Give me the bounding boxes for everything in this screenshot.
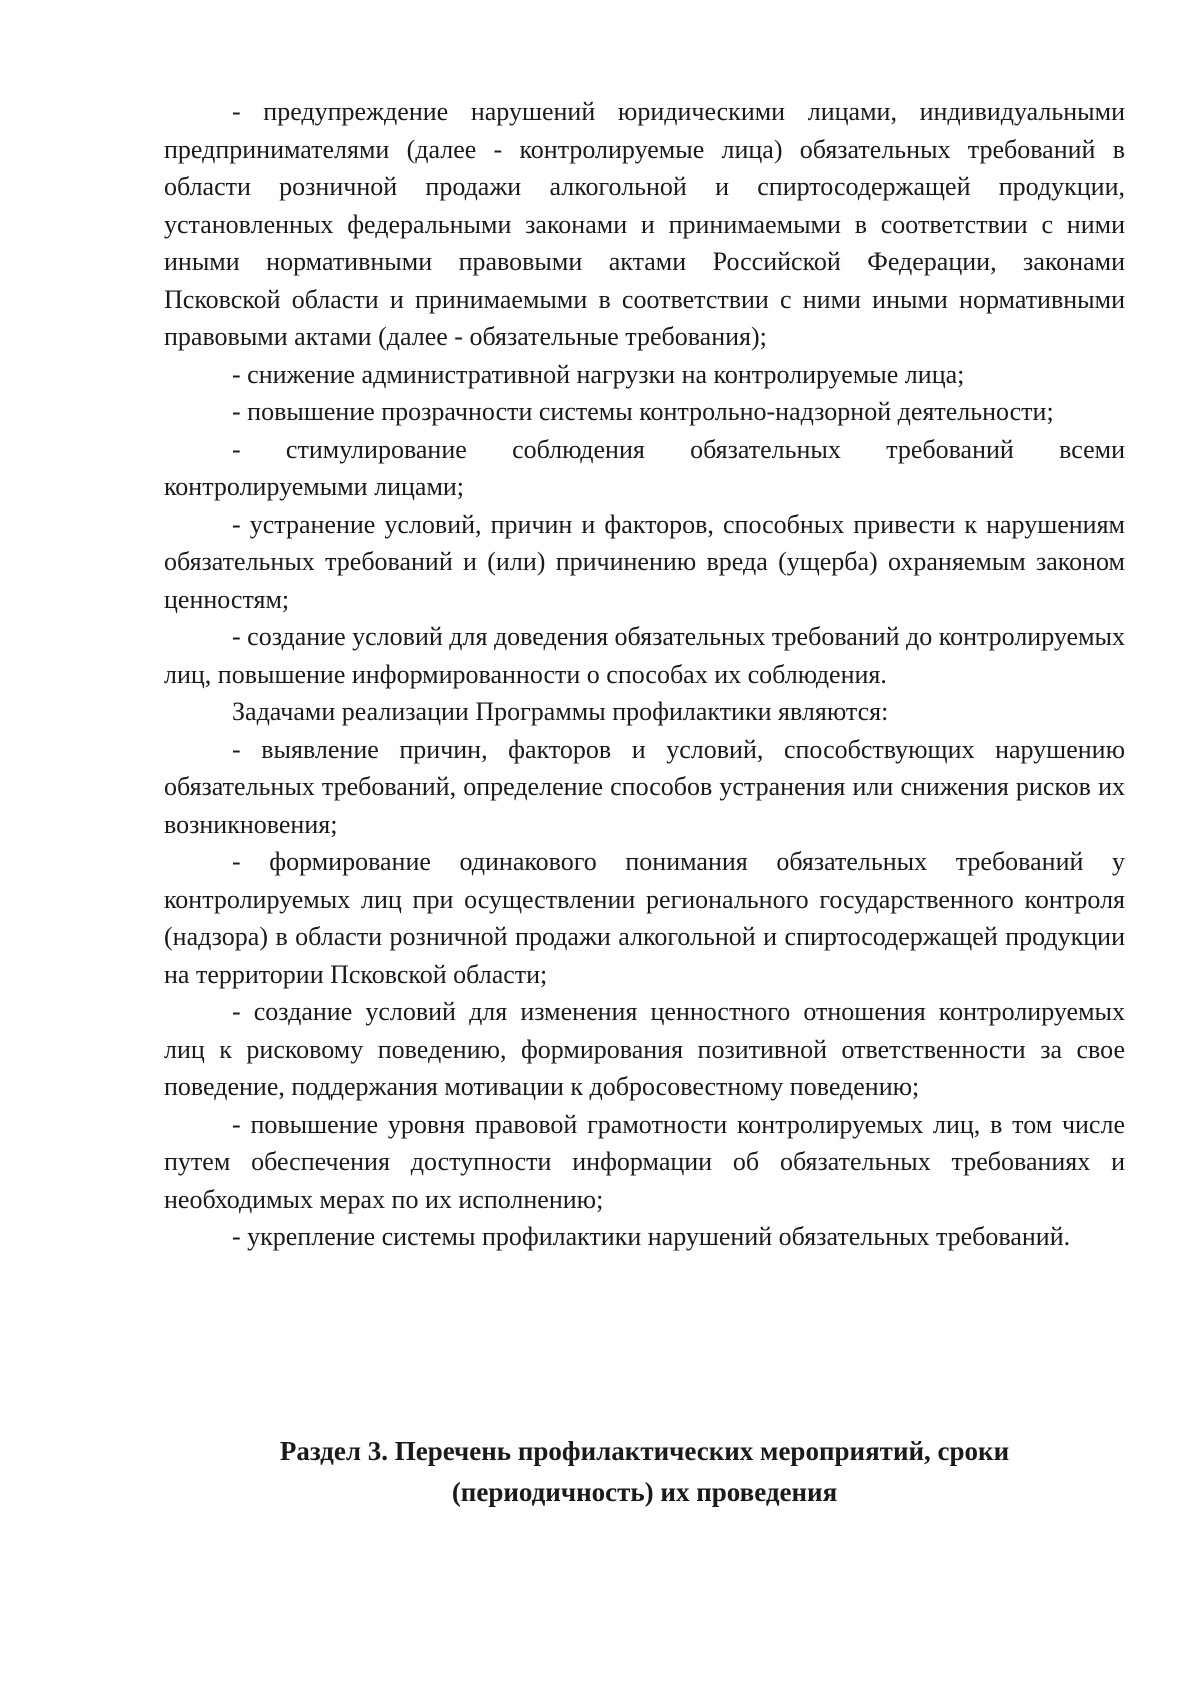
section-heading [164,1431,1125,1513]
body-text [164,93,1125,1256]
paragraph-value-attitude: - создание условий для изменения ценностного отношения контролируемых лиц к рисковому поведению, формирования позитивной ответственности за свое поведение, поддержания мотивации к добросовестному поведению; [164,997,1125,1101]
paragraph-common-understanding: - формирование одинакового понимания обязательных требований у контролируемых лиц при осуществлении регионального государственного контроля (надзора) в области розничной продажи алкогольной и спиртосодержащей продукции на территории Псковской области; [164,847,1125,989]
paragraph-stimulation: - стимулирование соблюдения обязательных требований всеми контролируемыми лицами; [164,434,1125,501]
paragraph-transparency: - повышение прозрачности системы контрольно-надзорной деятельности; [232,397,1054,426]
paragraph-reduce-burden: - снижение административной нагрузки на контролируемые лица; [232,359,965,389]
paragraph-legal-literacy: - повышение уровня правовой грамотности контролируемых лиц, в том числе путем обеспечения доступности информации об обязательных требованиях и необходимых мерах по их исполнению; [164,1109,1125,1214]
paragraph-identify-causes: - выявление причин, факторов и условий, способствующих нарушению обязательных требований, определение способов устранения или снижения рисков их возникновения; [164,734,1125,839]
paragraph-strengthen-system: - укрепление системы профилактики нарушений обязательных требований. [232,1222,1071,1251]
section-heading-line-1: Раздел 3. Перечень профилактических мероприятий, сроки [279,1436,1010,1466]
section-heading-line-2: (периодичность) их проведения [451,1477,838,1507]
paragraph-awareness: - создание условий для доведения обязательных требований до контролируемых лиц, повышение информированности о способах их соблюдения. [164,622,1125,689]
paragraph-prevention: - предупреждение нарушений юридическими лицами, индивидуальными предпринимателями (далее - контролируемые лица) обязательных требований в области розничной продажи алкогольной и спиртосодержащей продукции, установленных федеральными законами и принимаемыми в соответствии с ними иными нормативными правовыми актами Российской Федерации, законами Псковской области и принимаемыми в соответствии с ними иными нормативными правовыми актами (далее - обязательные требования); [164,97,1125,351]
paragraph-tasks-intro: Задачами реализации Программы профилактики являются: [232,697,889,726]
paragraph-elimination: - устранение условий, причин и факторов, способных привести к нарушениям обязательных требований и (или) причинению вреда (ущерба) охраняемым законом ценностям; [164,509,1125,614]
